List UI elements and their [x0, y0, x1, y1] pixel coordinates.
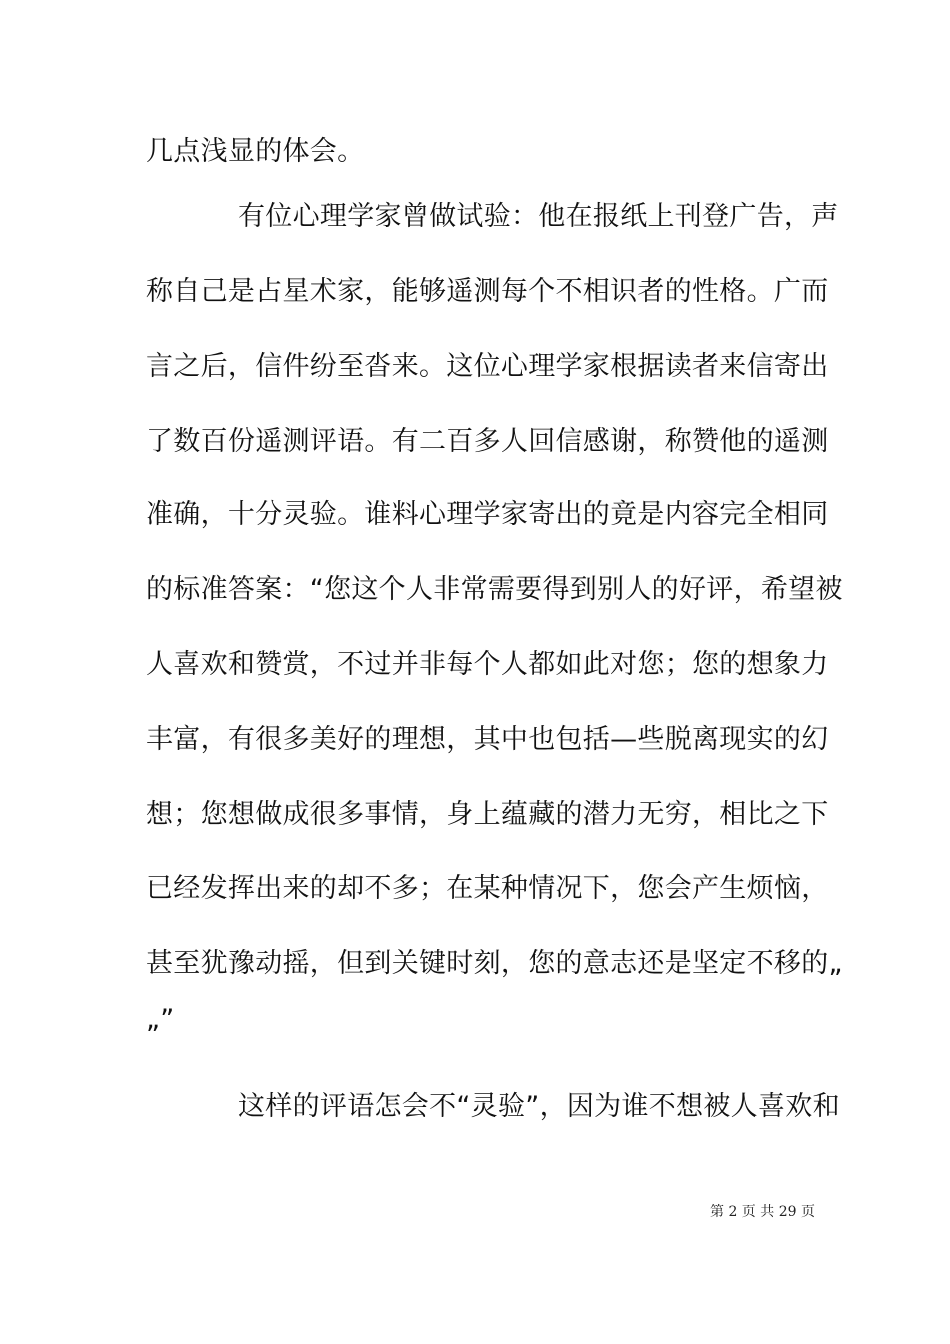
paragraph-line: 甚至犹豫动摇，但到关键时刻，您的意志还是坚定不移的„	[146, 948, 843, 979]
paragraph-line: 想；您想做成很多事情，身上蕴藏的潜力无穷，相比之下	[146, 799, 829, 830]
paragraph-line: 丰富，有很多美好的理想，其中也包括—些脱离现实的幻	[146, 724, 829, 755]
paragraph-line: 称自己是占星术家，能够遥测每个不相识者的性格。广而	[146, 276, 829, 307]
paragraph-line: 的标准答案：“您这个人非常需要得到别人的好评，希望被	[146, 574, 843, 605]
paragraph-line: 已经发挥出来的却不多；在某种情况下，您会产生烦恼，	[146, 873, 829, 904]
paragraph-line: 几点浅显的体会。	[146, 136, 365, 167]
paragraph-line: 这样的评语怎会不“灵验”，因为谁不想被人喜欢和	[238, 1091, 840, 1122]
paragraph-line: 言之后，信件纷至沓来。这位心理学家根据读者来信寄出	[146, 351, 829, 382]
paragraph-line: 准确，十分灵验。谁料心理学家寄出的竟是内容完全相同	[146, 499, 829, 530]
paragraph-line: 人喜欢和赞赏，不过并非每个人都如此对您；您的想象力	[146, 649, 829, 680]
paragraph-line: „”	[146, 1004, 175, 1035]
page-number: 第 2 页 共 29 页	[710, 1204, 815, 1220]
paragraph-line: 有位心理学家曾做试验：他在报纸上刊登广告，声	[238, 201, 839, 232]
paragraph-line: 了数百份遥测评语。有二百多人回信感谢，称赞他的遥测	[146, 426, 829, 457]
